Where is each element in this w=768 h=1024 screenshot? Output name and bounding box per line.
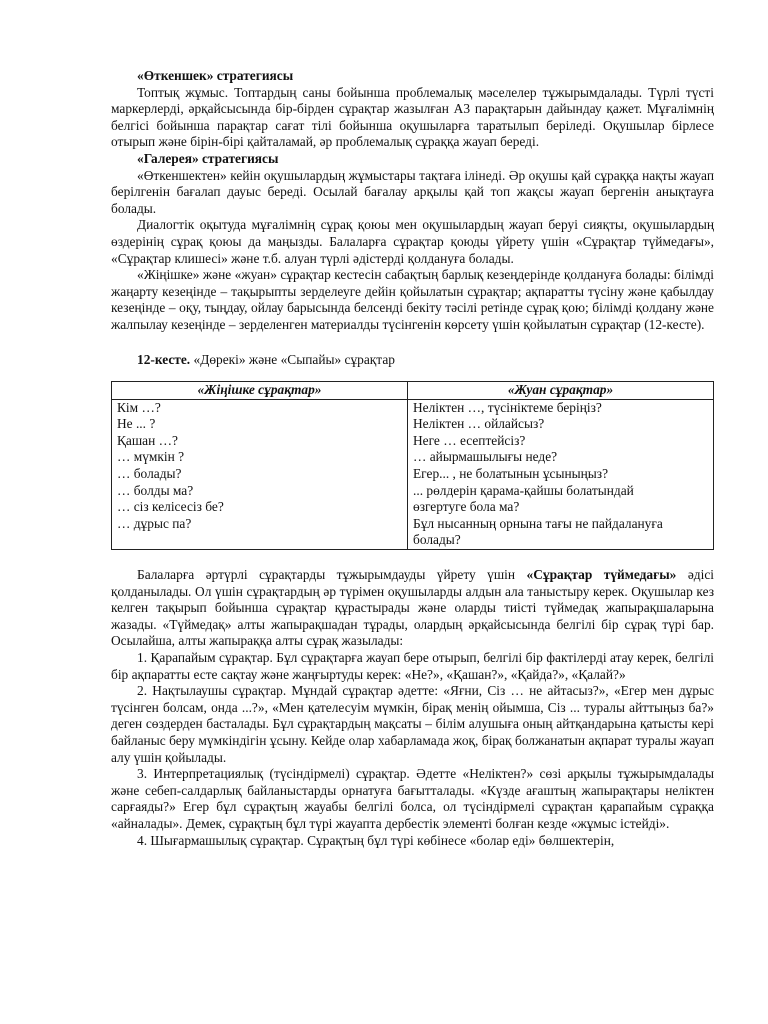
strategy-otkenshek-body: Топтық жұмыс. Топтардың саны бойынша проблемалық мәселелер тұжырымдалады. Түрлі түсті маркерлерді, әрқайсысында бір-бірден сұрақтар жазылған А3 парақтарын дайындау қажет. Мұғалімнің белгісі бойынша парақтар сағат тілі бойынша оқушыларға таратылып беріледі. Оқушылар бірлесе отырып және бірін-бірі қайталамай, әр проблемалық сұраққа жауап береді. [111, 84, 714, 150]
thin-question: … дұрыс па? [117, 515, 192, 531]
thin-question: … мүмкін ? [117, 449, 185, 465]
table-caption-text: «Дөрекі» және «Сыпайы» сұрақтар [190, 351, 395, 367]
thick-question: ... рөлдерін қарама-қайшы болатындай [413, 482, 634, 498]
document-content [111, 68, 714, 849]
table-body-row [112, 399, 714, 549]
table-header-row [112, 382, 714, 400]
question-types-list [111, 650, 714, 849]
thick-question: болады? [413, 532, 461, 548]
table-caption [111, 352, 714, 369]
thin-question: Не ... ? [117, 416, 156, 432]
daisy-intro-text: Балаларға әртүрлі сұрақтарды тұжырымдауды үйрету үшін [137, 567, 527, 583]
thick-question: … айырмашылығы неде? [413, 449, 558, 465]
daisy-method-name: «Сұрақтар түймедағы» [526, 567, 677, 583]
paragraph-question-table: «Жіңішке» және «жуан» сұрақтар кестесін сабақтың барлық кезеңдерінде қолдануға болады: білімді жаңарту кезеңінде – тақырыпты зерделеуге дейін қойылатын сұрақтар; ақпаратты түсіну және қабылдау кезеңінде – оқу, тыңдау, ойлау барысында белсенді бекіту тәсілі ретінде сұрақ қою; білімді қолдану және жалпылау кезеңінде – зерделенген материалды түсінгенін көрсету үшін қойылатын сұрақтар (12-кесте). [111, 267, 714, 332]
strategy-otkenshek-title: «Өткеншек» стратегиясы [137, 68, 294, 83]
list-item: 4. Шығармашылық сұрақтар. Сұрақтың бұл түрі көбінесе «болар еді» бөлшектерін, [137, 832, 615, 848]
thin-question: Қашан …? [117, 432, 178, 448]
header-thin-questions: «Жіңішке сұрақтар» [112, 382, 408, 400]
list-item: 3. Интерпретациялық (түсіндірмелі) сұрақтар. Әдетте «Неліктен?» сөзі арқылы тұжырымдалады және себеп-салдарлық байланыстарды орнатуға бағытталады. «Күзде ағаштың жапырақтары неліктен сарғаяды?» Егер бұл сұрақтың жауабы белгілі болса, ол түсіндірмелі сұрақтан қарапайым сұраққа «айналады». Демек, сұрақтың бұл түрі жауапта дербестік элементі болған кезде «жұмыс істейді». [111, 766, 714, 831]
question-table [111, 381, 714, 550]
thick-question: Неге … есептейсіз? [413, 432, 526, 448]
header-thick-questions: «Жуан сұрақтар» [408, 382, 714, 400]
thick-question: Неліктен …, түсініктеме беріңіз? [413, 399, 602, 415]
thick-question: Неліктен … ойлайсыз? [413, 416, 545, 432]
thin-question: Кім …? [117, 399, 161, 415]
table-caption-number: 12-кесте. [137, 351, 191, 367]
thick-questions-cell [408, 399, 714, 549]
thin-question: … болады? [117, 466, 182, 482]
thick-question: Егер... , не болатынын ұсыныңыз? [413, 466, 609, 482]
strategy-gallery-title: «Галерея» стратегиясы [137, 150, 279, 166]
thick-question: өзгертуге бола ма? [413, 499, 520, 515]
paragraph-question-daisy [111, 567, 714, 650]
list-item: 2. Нақтылаушы сұрақтар. Мұндай сұрақтар әдетте: «Яғни, Сіз … не айтасыз?», «Егер мен дұрыс түсінген болсам, онда ...?», «Мен қателесуім мүмкін, бірақ менің ойымша, Сіз ... туралы айттыңыз ба?» деген сөздерден басталады. Бұл сұрақтардың мақсаты – білім алушыға оның айтқандарына қатысты кері байланыс беру мүмкіндігін ұсыну. Кейде олар хабарламада жоқ, бірақ болжанатын ақпарат туралы жауап алу үшін қойылады. [111, 683, 714, 765]
strategy-gallery-body: «Өткеншектен» кейін оқушылардың жұмыстары тақтаға ілінеді. Әр оқушы қай сұраққа нақты жауап берілгенін бағалап дауыс береді. Осылай бағалау арқылы қай топ жақсы жауап бергенін анықтауға болады. [111, 167, 714, 216]
thin-question: … сіз келісесіз бе? [117, 499, 224, 515]
daisy-description-text: әдісі қолданылады. Ол үшін сұрақтардың әр түрімен оқушыларды алдын ала таныстыру керек. Оқушылар кез келген тақырып бойынша сұрақтар құрастырады және оларды тиісті түймедақ жапырақшаларына жазады. «Түймедақ» алты жапырақшадан тұрады, олардың әрқайсысында белгілі бір сұрақ түрі бар. Осылайша, алты жапыраққа алты сұрақ жазылады: [111, 567, 714, 649]
list-item: 1. Қарапайым сұрақтар. Бұл сұрақтарға жауап бере отырып, белгілі бір фактілерді атау керек, белгілі бір ақпаратты есте сақтау және жаңғыртуды керек: «Не?», «Қашан?», «Қайда?», «Қалай?» [111, 650, 714, 682]
thick-question: Бұл нысанның орнына тағы не пайдалануға [413, 515, 663, 531]
thin-question: … болды ма? [117, 482, 194, 498]
paragraph-dialog: Диалогтік оқытуда мұғалімнің сұрақ қоюы мен оқушылардың жауап беруі сияқты, оқушылардың өздерінің сұрақ қоюы да маңызды. Балаларға сұрақтар қоюды үйрету үшін «Сұрақтар түймедағы», «Сұрақтар клишесі» және т.б. алуан түрлі әдістерді қолдануға болады. [111, 217, 714, 266]
thin-questions-cell [112, 399, 408, 549]
